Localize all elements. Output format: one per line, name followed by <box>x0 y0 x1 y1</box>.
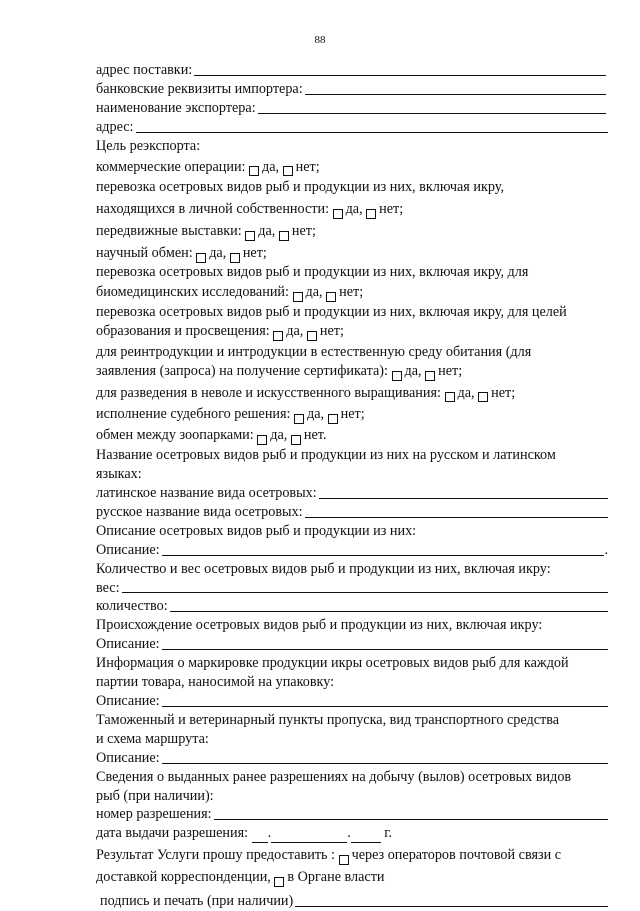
result-label: Результат Услуги прошу предоставить : <box>96 847 336 864</box>
page-number: 88 <box>314 34 326 46</box>
biomed-row: биомедицинских исследований: да, нет; <box>96 283 364 300</box>
marking-heading-cont: партии товара, наносимой на упаковку: <box>96 674 335 691</box>
permit-day-field[interactable] <box>252 842 268 843</box>
russian-name-label: русское название вида осетровых: <box>96 503 303 520</box>
latin-name-field[interactable] <box>319 498 608 499</box>
in-office-checkbox[interactable] <box>274 877 284 887</box>
biomed-label: биомедицинских исследований: <box>96 283 289 300</box>
permit-number-label: номер разрешения: <box>96 806 212 823</box>
description-tail: . <box>604 541 608 558</box>
reintro-text: для реинтродукции и интродукции в естественную среду обитания (для <box>96 343 532 360</box>
weight-field[interactable] <box>122 592 608 593</box>
court-label: исполнение судебного решения: <box>96 406 291 423</box>
reintro-yes-checkbox[interactable] <box>392 371 402 381</box>
education-text: перевозка осетровых видов рыб и продукции из них, включая икру, для целей <box>96 303 567 320</box>
court-row: исполнение судебного решения: да, нет; <box>96 406 365 423</box>
address-row <box>96 118 608 137</box>
origin-row <box>96 635 608 654</box>
marking-heading: Информация о маркировке продукции икры осетровых видов рыб для каждой <box>96 655 569 672</box>
permit-year-field[interactable] <box>351 842 381 843</box>
biomed-no-checkbox[interactable] <box>326 292 336 302</box>
captivity-yes-checkbox[interactable] <box>445 392 455 402</box>
latin-name-row <box>96 484 608 503</box>
scientific-yes-checkbox[interactable] <box>196 253 206 263</box>
permit-date-row: дата выдачи разрешения: . . г. <box>96 825 393 842</box>
russian-name-field[interactable] <box>305 517 608 518</box>
description-label: Описание: <box>96 541 160 558</box>
education-row: образования и просвещения: да, нет; <box>96 322 344 339</box>
origin-label: Описание: <box>96 636 160 653</box>
permits-heading: Сведения о выданных ранее разрешениях на добычу (вылов) осетровых видов <box>96 768 572 785</box>
permit-date-label: дата выдачи разрешения: <box>96 825 249 842</box>
customs-field[interactable] <box>162 763 608 764</box>
permits-heading-cont: рыб (при наличии): <box>96 787 214 804</box>
address-label: адрес: <box>96 118 134 135</box>
importer-bank-row <box>96 80 608 99</box>
reintro-no-checkbox[interactable] <box>425 371 435 381</box>
result-row: Результат Услуги прошу предоставить : через операторов почтовой связи с <box>96 847 562 864</box>
personal-label: находящихся в личной собственности: <box>96 201 330 218</box>
origin-field[interactable] <box>162 649 608 650</box>
customs-row <box>96 749 608 768</box>
application-form <box>96 61 608 911</box>
latin-name-label: латинское название вида осетровых: <box>96 485 317 502</box>
zoo-label: обмен между зоопарками: <box>96 427 254 444</box>
reintro-row: заявления (запроса) на получение сертификата): да, нет; <box>96 362 463 379</box>
court-yes-checkbox[interactable] <box>294 414 304 424</box>
commercial-row: коммерческие операции: да, нет; <box>96 158 320 175</box>
captivity-row: для разведения в неволе и искусственного выращивания: да, нет; <box>96 384 516 401</box>
count-row <box>96 597 608 616</box>
signature-field[interactable] <box>295 906 608 907</box>
personal-yes-checkbox[interactable] <box>333 209 343 219</box>
post-delivery-checkbox[interactable] <box>339 855 349 865</box>
exhibitions-row: передвижные выставки: да, нет; <box>96 223 316 240</box>
scientific-row: научный обмен: да, нет; <box>96 245 267 262</box>
exporter-name-row <box>96 99 608 118</box>
reexport-heading: Цель реэкспорта: <box>96 137 201 154</box>
names-heading-cont: языках: <box>96 466 142 483</box>
importer-bank-field[interactable] <box>305 94 606 95</box>
result-row-cont: доставкой корреспонденции, в Органе власти <box>96 869 385 886</box>
signature-label: подпись и печать (при наличии) <box>100 893 294 910</box>
zoo-no-checkbox[interactable] <box>291 435 301 445</box>
delivery-address-field[interactable] <box>194 75 606 76</box>
russian-name-row <box>96 503 608 522</box>
count-field[interactable] <box>170 611 608 612</box>
captivity-no-checkbox[interactable] <box>478 392 488 402</box>
marking-row <box>96 692 608 711</box>
captivity-label: для разведения в неволе и искусственного выращивания: <box>96 384 441 401</box>
weight-row <box>96 579 608 598</box>
reintro-label: заявления (запроса) на получение сертификата): <box>96 362 388 379</box>
personal-row: находящихся в личной собственности: да, нет; <box>96 201 404 218</box>
exhibitions-label: передвижные выставки: <box>96 223 242 240</box>
customs-heading-cont: и схема маршрута: <box>96 730 209 747</box>
delivery-address-label: адрес поставки: <box>96 62 193 78</box>
description-heading: Описание осетровых видов рыб и продукции из них: <box>96 522 417 539</box>
zoo-row: обмен между зоопарками: да, нет. <box>96 427 327 444</box>
commercial-no-checkbox[interactable] <box>283 166 293 176</box>
exhibitions-yes-checkbox[interactable] <box>245 231 255 241</box>
weight-label: вес: <box>96 579 120 596</box>
scientific-label: научный обмен: <box>96 245 193 262</box>
customs-label: Описание: <box>96 749 160 766</box>
count-label: количество: <box>96 598 168 615</box>
zoo-yes-checkbox[interactable] <box>257 435 267 445</box>
personal-text: перевозка осетровых видов рыб и продукции из них, включая икру, <box>96 179 504 196</box>
personal-no-checkbox[interactable] <box>366 209 376 219</box>
delivery-address-row <box>96 61 608 80</box>
biomed-text: перевозка осетровых видов рыб и продукции из них, включая икру, для <box>96 264 529 281</box>
exporter-name-field[interactable] <box>258 113 606 114</box>
address-field[interactable] <box>136 132 609 133</box>
marking-label: Описание: <box>96 693 160 709</box>
names-heading: Название осетровых видов рыб и продукции из них на русском и латинском <box>96 447 556 464</box>
education-label: образования и просвещения: <box>96 322 270 339</box>
signature-row <box>96 892 608 911</box>
customs-heading: Таможенный и ветеринарный пункты пропуска, вид транспортного средства <box>96 711 559 728</box>
education-no-checkbox[interactable] <box>307 331 317 341</box>
description-row <box>96 541 608 560</box>
origin-heading: Происхождение осетровых видов рыб и продукции из них, включая икру: <box>96 617 543 634</box>
quantity-heading: Количество и вес осетровых видов рыб и продукции из них, включая икру: <box>96 560 551 577</box>
education-yes-checkbox[interactable] <box>273 331 283 341</box>
description-field[interactable] <box>162 555 605 556</box>
court-no-checkbox[interactable] <box>328 414 338 424</box>
commercial-yes-checkbox[interactable] <box>249 166 259 176</box>
exhibitions-no-checkbox[interactable] <box>279 231 289 241</box>
exporter-name-label: наименование экспортера: <box>96 99 256 116</box>
marking-field[interactable] <box>162 706 608 707</box>
scientific-no-checkbox[interactable] <box>230 253 240 263</box>
commercial-label: коммерческие операции: <box>96 158 246 175</box>
permit-number-field[interactable] <box>214 819 608 820</box>
permit-number-row <box>96 805 608 824</box>
biomed-yes-checkbox[interactable] <box>293 292 303 302</box>
permit-month-field[interactable] <box>271 842 347 843</box>
importer-bank-label: банковские реквизиты импортера: <box>96 80 303 97</box>
